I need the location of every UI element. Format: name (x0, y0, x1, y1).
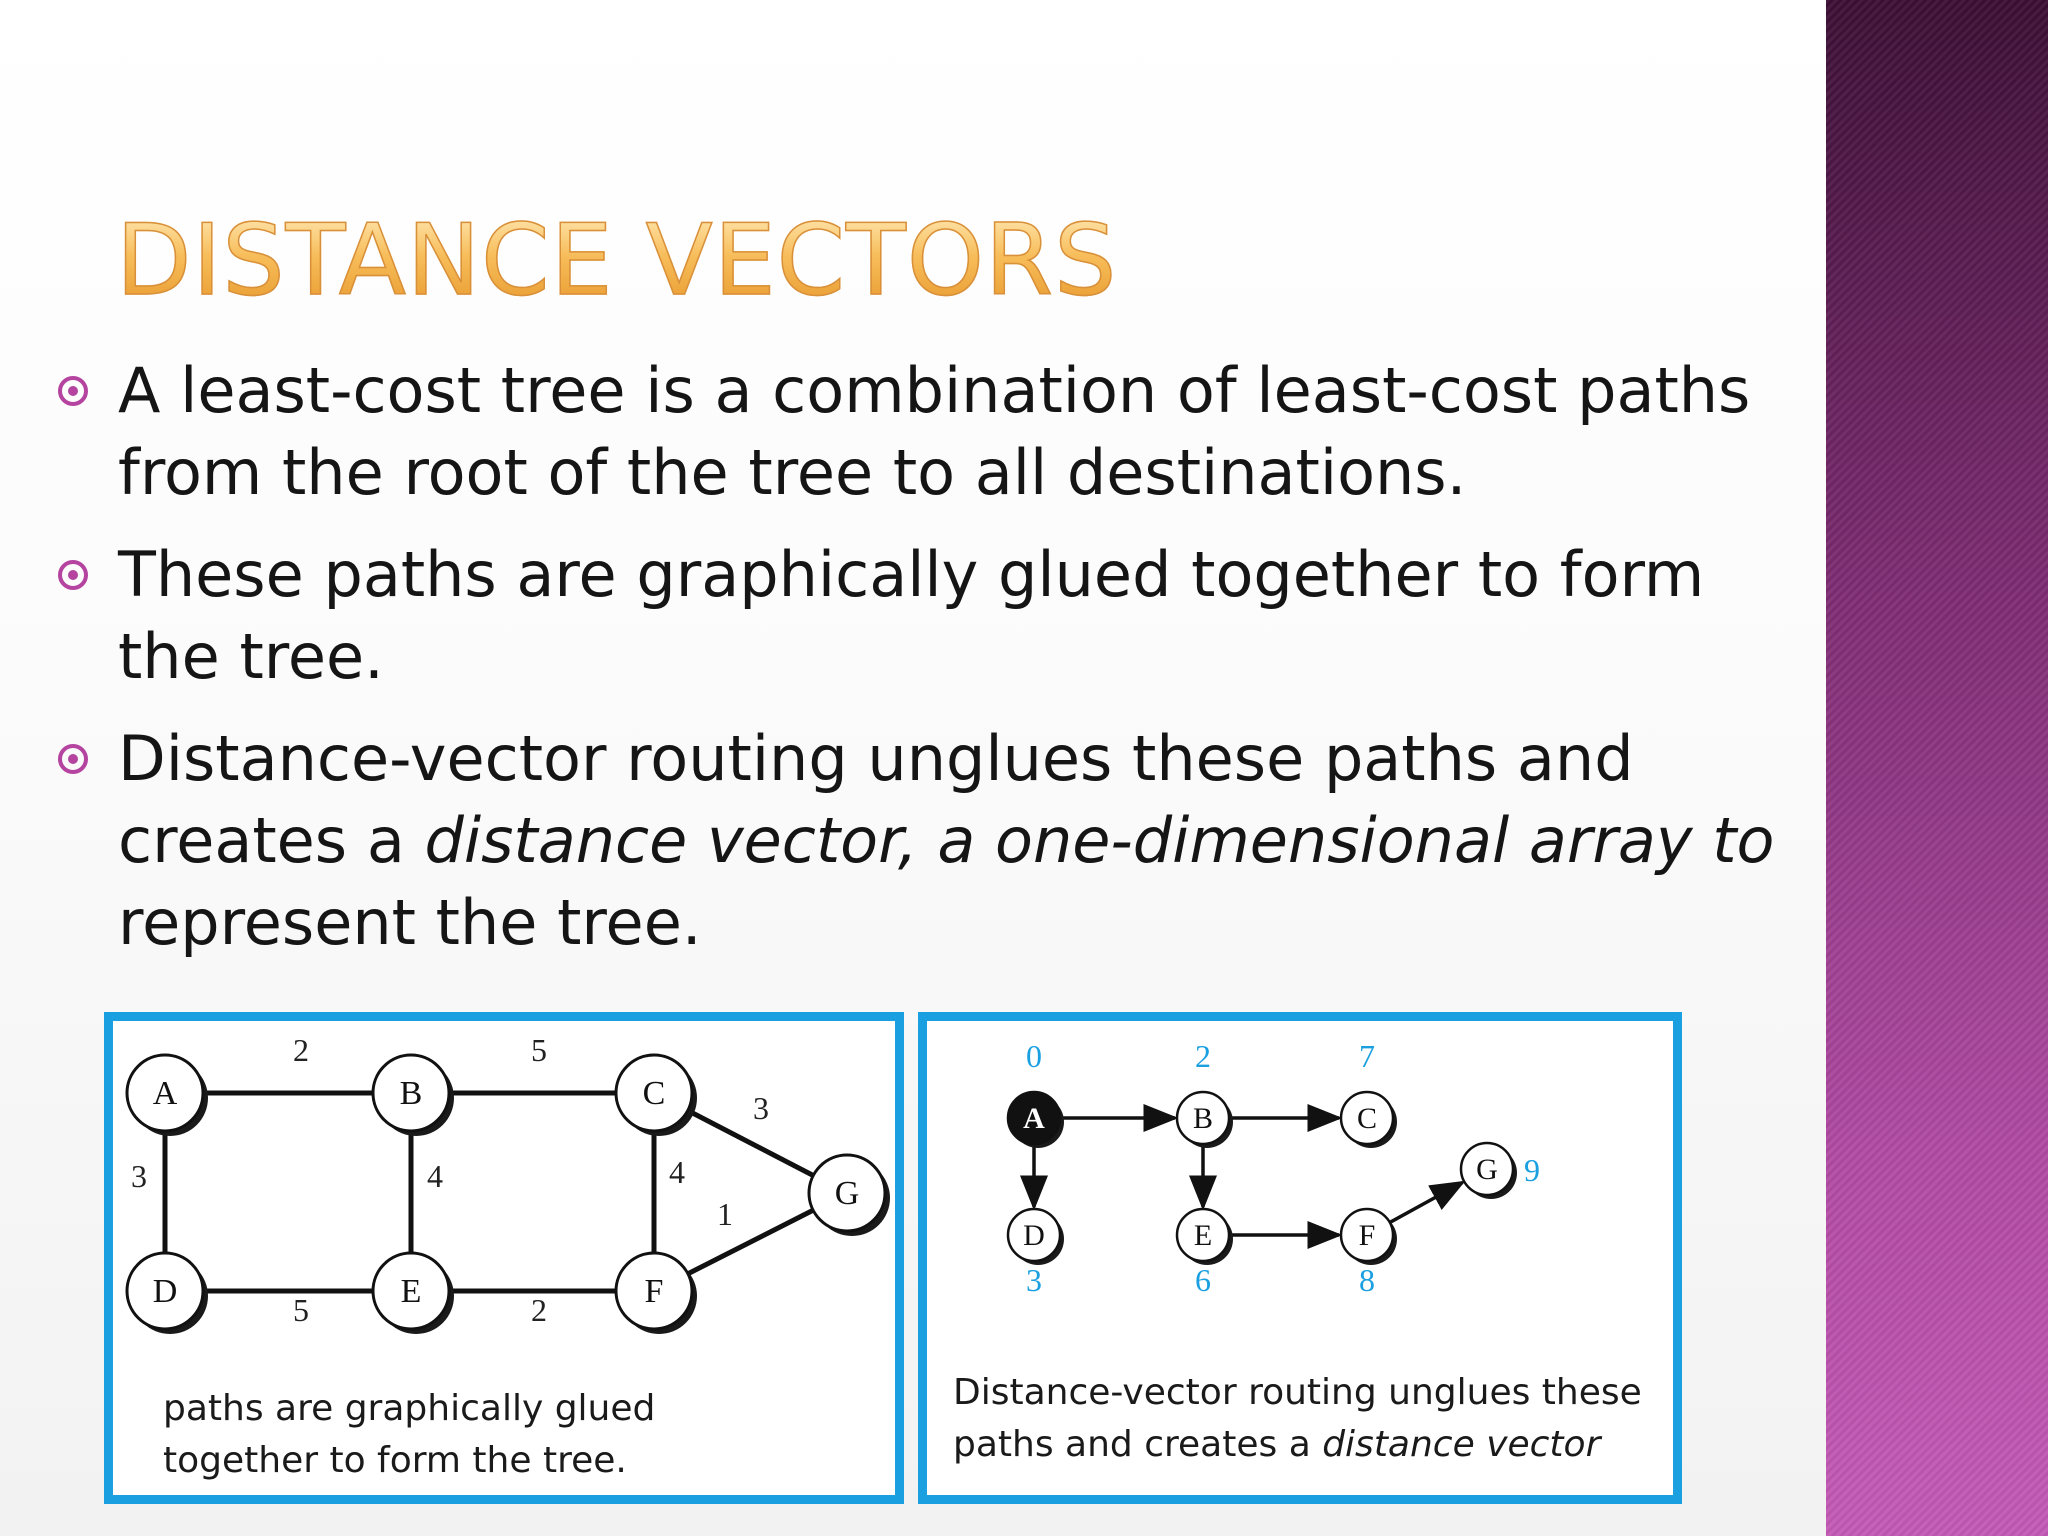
bullet-list (58, 350, 1798, 984)
edge-cost-label: 3 (753, 1090, 769, 1126)
node-label: D (152, 1273, 178, 1310)
distance-label: 6 (1195, 1262, 1211, 1298)
edge-cost-label: 4 (427, 1158, 443, 1194)
edge-cost-label: 4 (669, 1154, 685, 1190)
distance-label: 0 (1026, 1038, 1042, 1074)
tree-figure-right (918, 1012, 1682, 1504)
node-label: C (1356, 1102, 1378, 1135)
edge-cost-label: 2 (531, 1292, 547, 1328)
bullet-text: These paths are graphically glued together to form the tree. (118, 538, 1705, 693)
tree-arrow (1390, 1182, 1463, 1222)
node-label: B (399, 1075, 423, 1112)
edge-cost-label: 2 (293, 1032, 309, 1068)
edge-cost-label: 1 (717, 1196, 733, 1232)
node-label: F (644, 1273, 664, 1310)
graph-figure-left (104, 1012, 904, 1504)
caption-left-line2: together to form the tree. (163, 1440, 627, 1481)
distance-label: 7 (1359, 1038, 1375, 1074)
node-label: G (1476, 1153, 1498, 1186)
distance-label: 2 (1195, 1038, 1211, 1074)
bullet-item (58, 534, 1798, 698)
caption-right-line2 (953, 1419, 1600, 1471)
bullet-marker-icon (58, 560, 88, 590)
bullet-item (58, 350, 1798, 514)
caption-left-line1: paths are graphically glued (163, 1388, 656, 1429)
caption-right-line1: Distance-vector routing unglues these (953, 1372, 1642, 1413)
slide-title: DISTANCE VECTORS (116, 204, 1118, 318)
caption-right-italic: distance vector (1322, 1424, 1601, 1465)
node-label: B (1192, 1102, 1214, 1135)
node-label: G (834, 1175, 860, 1212)
bullet-text: Distance-vector routing unglues these paths and creates a (118, 722, 1634, 877)
side-decoration-band (1826, 0, 2048, 1536)
node-label: F (1358, 1219, 1376, 1252)
node-label: D (1023, 1219, 1045, 1252)
distance-label: 8 (1359, 1262, 1375, 1298)
bullet-text-tail: represent the tree. (118, 886, 702, 959)
node-label: A (152, 1075, 178, 1112)
node-label: E (400, 1273, 422, 1310)
edge-cost-label: 3 (131, 1158, 147, 1194)
node-label: A (1023, 1102, 1045, 1135)
caption-right-plain: paths and creates a (953, 1424, 1323, 1465)
distance-label: 9 (1524, 1152, 1540, 1188)
bullet-marker-icon (58, 376, 88, 406)
bullet-marker-icon (58, 744, 88, 774)
distance-label: 3 (1026, 1262, 1042, 1298)
node-label: E (1193, 1219, 1213, 1252)
edge-cost-label: 5 (531, 1032, 547, 1068)
bullet-item (58, 718, 1798, 964)
edge-cost-label: 5 (293, 1292, 309, 1328)
bullet-text: A least-cost tree is a combination of least-cost paths from the root of the tree to all destinations. (118, 354, 1751, 509)
bullet-text-italic: distance vector, a one-dimensional array to (424, 804, 1775, 877)
node-label: C (642, 1075, 666, 1112)
